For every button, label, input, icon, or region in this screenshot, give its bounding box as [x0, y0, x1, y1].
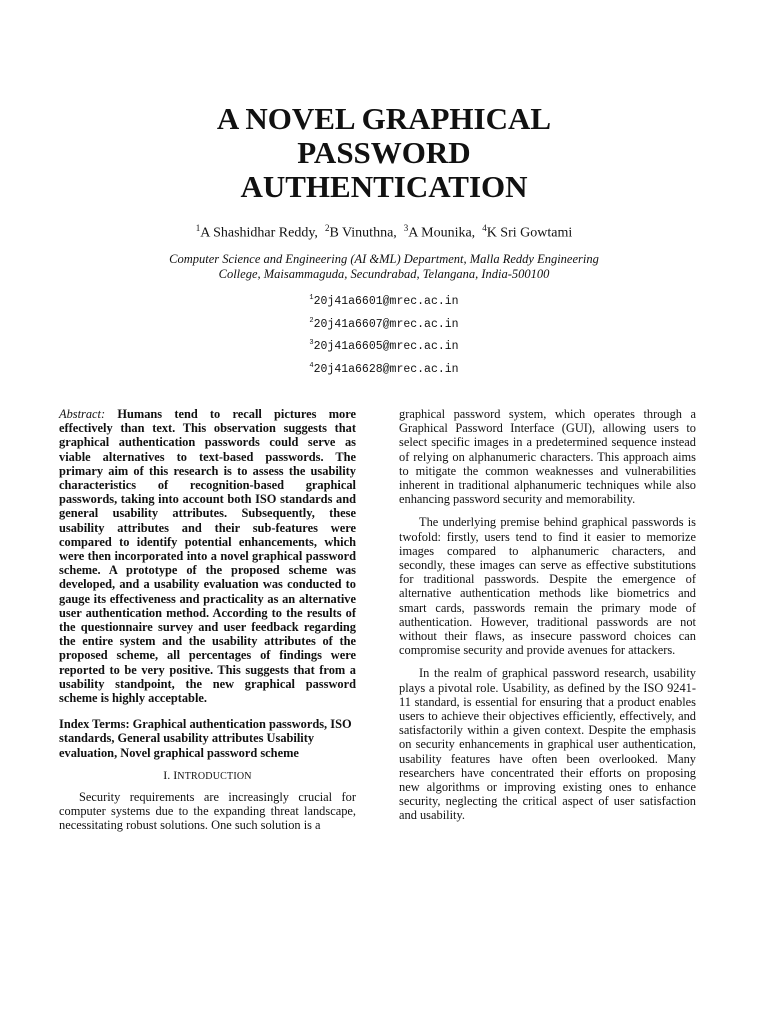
- author-number: 4: [482, 223, 487, 233]
- email-number: 1: [309, 294, 314, 302]
- body-paragraph: In the realm of graphical password research, usability plays a pivotal role. Usability, as defined by the ISO 9241-11 standard, is essential for ensuring that a product enables users to achieve their objectives efficiently, effectively, and satisfactorily within a given context. Despite the emphasis on security enhancements in graphical user authentication, usability features have often been overlooked. Many researchers have concentrated their efforts on proposing new algorithms or improving existing ones to enhance security, neglecting the critical aspect of user satisfaction and usability.: [399, 666, 696, 823]
- section-heading-introduction: [59, 768, 356, 784]
- email-address: 20j41a6628@mrec.ac.in: [313, 362, 459, 376]
- author-list: [84, 219, 684, 243]
- email-line: [84, 332, 684, 355]
- section-first-letter: I: [173, 767, 178, 782]
- title-line: AUTHENTICATION: [240, 169, 528, 204]
- left-column: [59, 407, 356, 833]
- email-address: 20j41a6601@mrec.ac.in: [313, 294, 459, 308]
- affiliation: [124, 252, 644, 282]
- body-paragraph: The underlying premise behind graphical passwords is twofold: firstly, users tend to find it easier to memorize images compared to alphanumeric characters, and secondly, these images can serve as effective substitutions for traditional passwords. Despite the emergence of alternative authentication methods like biometrics and smart cards, passwords remain the primary mode of authentication. However, traditional passwords are not without their flaws, as insecure password choices can compromise security and provide avenues for attackers.: [399, 515, 696, 658]
- email-address: 20j41a6607@mrec.ac.in: [313, 317, 459, 331]
- intro-paragraph: Security requirements are increasingly crucial for computer systems due to the expanding threat landscape, necessitating robust solutions. One such solution is a: [59, 790, 356, 833]
- abstract-text: Humans tend to recall pictures more effectively than text. This observation suggests that graphical authentication passwords could serve as viable alternatives to text-based passwords. The primary aim of this research is to assess the usability characteristics of recognition-based graphical passwords, taking into account both ISO standards and general usability attributes. Subsequently, these usability attributes and their sub-features were compared to identify potential enhancements, which were then incorporated into a novel graphical password scheme. A prototype of the proposed scheme was developed, and a usability evaluation was conducted to gauge its effectiveness and practicality as an alternative user authentication method. According to the results of the questionnaire survey and user feedback regarding the entire system and the usability attributes of the proposed scheme, all percentages of findings were reported to be very positive. This suggests that from a usability standpoint, the new graphical password scheme is highly acceptable.: [59, 407, 356, 706]
- affiliation-line: Computer Science and Engineering (AI &ML) Department, Malla Reddy Engineering: [169, 252, 599, 266]
- body-paragraph: graphical password system, which operates through a Graphical Password Interface (GUI), allowing users to select specific images in a predetermined sequence instead of relying on alphanumeric characters. This approach aims to mitigate the common weaknesses and vulnerabilities inherent in traditional alphanumeric techniques while also enhancing password security and memorability.: [399, 407, 696, 507]
- email-line: [84, 310, 684, 333]
- affiliation-line: College, Maisammaguda, Secundrabad, Telangana, India-500100: [218, 267, 550, 281]
- author-name: K Sri Gowtami: [486, 225, 573, 241]
- author-name: A Mounika,: [408, 225, 476, 241]
- email-number: 3: [309, 339, 314, 347]
- paper-title: [84, 102, 684, 204]
- email-address: 20j41a6605@mrec.ac.in: [313, 339, 459, 353]
- author-number: 1: [195, 223, 201, 233]
- right-column: [399, 407, 696, 823]
- title-line: A NOVEL GRAPHICAL: [216, 101, 552, 136]
- email-line: [84, 287, 684, 310]
- email-list: [84, 287, 684, 377]
- section-title-rest: NTRODUCTION: [177, 770, 252, 782]
- author-name: A Shashidhar Reddy,: [200, 225, 318, 241]
- index-terms: Index Terms: Graphical authentication passwords, ISO standards, General usability attributes Usability evaluation, Novel graphical password scheme: [59, 717, 352, 760]
- email-number: 4: [309, 361, 314, 370]
- title-line: PASSWORD: [297, 135, 471, 170]
- section-number: I.: [163, 767, 171, 782]
- email-number: 2: [309, 316, 314, 325]
- author-number: 2: [324, 223, 330, 233]
- author-number: 3: [403, 223, 409, 233]
- email-line: [84, 355, 684, 378]
- abstract-label: Abstract:: [59, 407, 106, 421]
- author-name: B Vinuthna,: [329, 225, 397, 241]
- abstract: [59, 407, 356, 705]
